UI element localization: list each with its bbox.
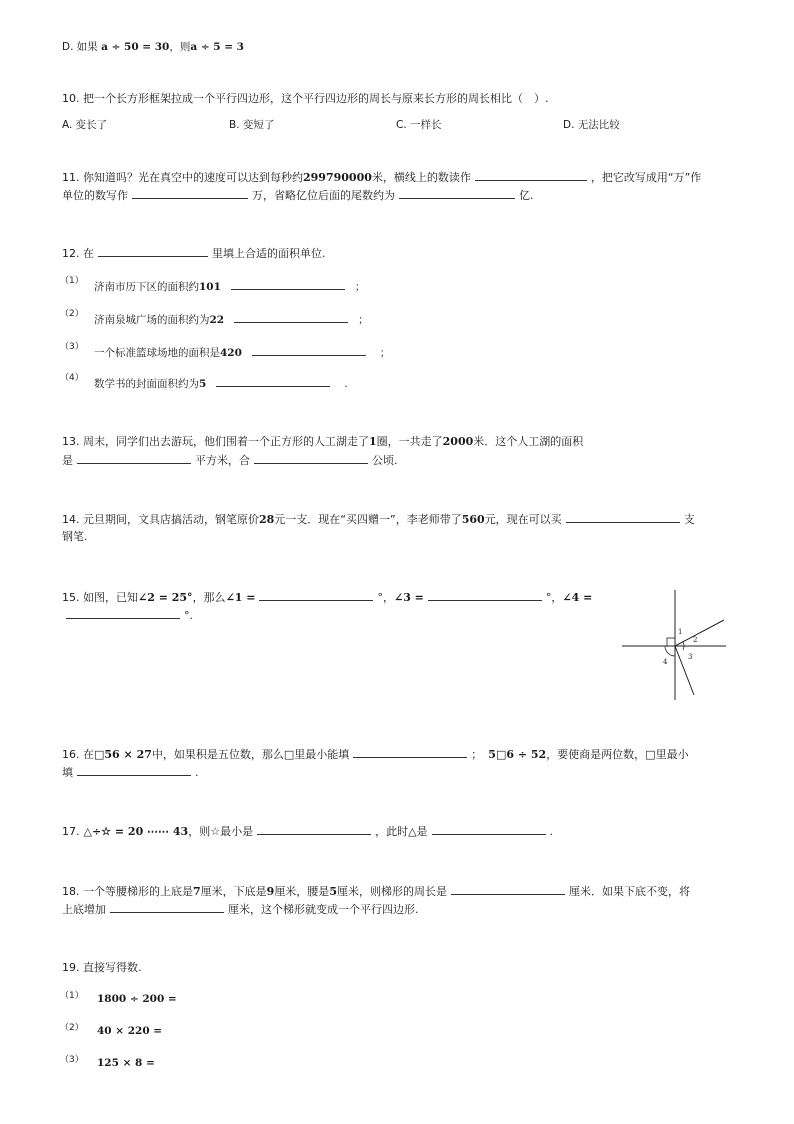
q10-option-a[interactable]: A. 变长了 xyxy=(62,119,108,131)
right-angle-mark xyxy=(667,638,675,646)
q12-item-number: （1） xyxy=(60,276,84,286)
q15-angle4: ∠4 = xyxy=(562,591,593,604)
q11-text: 亿. xyxy=(519,189,534,202)
q10-option-c[interactable]: C. 一样长 xyxy=(396,119,442,131)
q18-number: 9 xyxy=(266,885,275,898)
q12-item-3-blank[interactable] xyxy=(252,344,366,356)
q13-answer-blank-2[interactable] xyxy=(254,452,368,464)
angle-label-3: 3 xyxy=(688,653,693,661)
q16-answer-blank-1[interactable] xyxy=(353,746,467,758)
q12-item-4-blank[interactable] xyxy=(216,375,330,387)
q14-text: 元，现在可以买 xyxy=(484,513,562,526)
q12-item-1-blank[interactable] xyxy=(231,278,345,290)
q12-item-text: 济南市历下区的面积约 xyxy=(94,281,199,293)
q18-text: 上底增加 xyxy=(62,903,106,916)
q11-text: ，把它改写成用“万”作 xyxy=(590,171,702,184)
q12-item-number: （2） xyxy=(60,309,84,319)
q13-text: 13. 周末，同学们出去游玩，他们围着一个正方形的人工湖走了 xyxy=(62,435,369,448)
q11-text: 11. 你知道吗？光在真空中的速度可以达到每秒约 xyxy=(62,171,303,184)
q16-expr-2: 5□6 ÷ 52 xyxy=(488,748,547,761)
q14-text: 元一支．现在“买四赠一”，李老师带了 xyxy=(274,513,462,526)
q11-answer-blank-2[interactable] xyxy=(132,187,248,199)
q9-option-d-math2: a ÷ 5 = 3 xyxy=(190,41,244,53)
q19-item-2[interactable]: 40 × 220 = xyxy=(97,1025,163,1037)
q13-number: 2000 xyxy=(442,435,474,448)
q18-text: 厘米．如果下底不变，将 xyxy=(568,885,690,898)
q12-stem-blank xyxy=(98,245,208,257)
q16-line1 xyxy=(62,746,689,763)
q11-number: 299790000 xyxy=(303,171,372,184)
q19-item-1[interactable]: 1800 ÷ 200 = xyxy=(97,993,177,1005)
q15-line2 xyxy=(62,607,193,624)
q9-option-d-math: a ÷ 50 = 30 xyxy=(101,41,170,53)
q12-item-2-blank[interactable] xyxy=(234,311,348,323)
q12-item-value: 420 xyxy=(220,347,242,359)
q18-text: 厘米，腰是 xyxy=(274,885,330,898)
q17-expr: △÷☆ = 20 ⋯⋯ 43 xyxy=(83,825,189,838)
q15-angle3: ∠3 = xyxy=(393,591,424,604)
q13-line1 xyxy=(62,434,583,450)
q17-answer-blank-2[interactable] xyxy=(432,823,546,835)
q15-line1 xyxy=(62,589,592,606)
q18-line2 xyxy=(62,901,419,918)
q16-text: 16. 在 xyxy=(62,748,94,761)
q12-item-end: . xyxy=(344,378,348,390)
angle-label-4: 4 xyxy=(663,658,668,666)
angle-arc xyxy=(665,646,675,656)
q11-text: 万，省略亿位后面的尾数约为 xyxy=(252,189,395,202)
q19-item-3[interactable]: 125 × 8 = xyxy=(97,1057,155,1069)
q13-text: 平方米，合 xyxy=(195,454,250,467)
q18-answer-blank-1[interactable] xyxy=(451,883,565,895)
q14-text: 支 xyxy=(683,513,695,526)
q16-text: . xyxy=(195,766,199,779)
q15-text: °， xyxy=(377,591,394,604)
q18-number: 7 xyxy=(193,885,201,898)
angle-figure xyxy=(620,588,730,703)
q12-stem xyxy=(62,245,326,262)
q16-answer-blank-2[interactable] xyxy=(77,764,191,776)
q19-item-number: （3） xyxy=(60,1055,84,1065)
q16-text: ； xyxy=(471,748,483,761)
q10-option-b[interactable]: B. 变短了 xyxy=(229,119,275,131)
q11-text: 单位的数写作 xyxy=(62,189,128,202)
q12-prefix: 12. 在 xyxy=(62,247,94,260)
q9-option-d xyxy=(62,39,244,55)
q11-answer-blank-3[interactable] xyxy=(399,187,515,199)
q15-answer-blank-2[interactable] xyxy=(428,589,542,601)
q18-number: 5 xyxy=(329,885,337,898)
angle-label-2: 2 xyxy=(693,636,698,644)
q12-item-end: ； xyxy=(358,314,369,326)
q13-number: 1 xyxy=(369,435,377,448)
q11-text: 米，横线上的数读作 xyxy=(371,171,471,184)
q15-text: 15. 如图，已知 xyxy=(62,591,138,604)
q19-item-number: （2） xyxy=(60,1023,84,1033)
q14-line2: 钢笔. xyxy=(62,530,88,543)
q12-item-text: 济南泉城广场的面积约为 xyxy=(94,314,210,326)
q19-item-number: （1） xyxy=(60,991,84,1001)
q12-item-value: 101 xyxy=(199,281,221,293)
q12-item-text: 一个标准篮球场地的面积是 xyxy=(94,347,220,359)
q12-item-number: （4） xyxy=(60,373,84,383)
q10-option-d[interactable]: D. 无法比较 xyxy=(563,119,620,131)
q17-text: ，此时△是 xyxy=(375,825,428,838)
q16-text: 中，如果积是五位数，那么□里最小能填 xyxy=(151,748,350,761)
q12-item-end: ； xyxy=(379,347,391,359)
q9-option-d-mid: ，则 xyxy=(169,41,191,53)
q14-number: 28 xyxy=(259,513,275,526)
q11-answer-blank-1[interactable] xyxy=(475,169,587,181)
q13-text: 米．这个人工湖的面积 xyxy=(473,435,584,448)
q12-item-value: 5 xyxy=(199,378,207,390)
q17-text: ，则☆最小是 xyxy=(188,825,254,838)
q16-line2 xyxy=(62,764,199,781)
q17-line xyxy=(62,823,553,840)
q15-given: ∠2 = 25° xyxy=(138,591,193,604)
q18-text: 厘米，下底是 xyxy=(200,885,267,898)
q19-title: 19. 直接写得数. xyxy=(62,961,142,974)
q9-option-d-prefix: D. 如果 xyxy=(62,41,98,53)
q14-text: 14. 元旦期间，文具店搞活动，钢笔原价 xyxy=(62,513,259,526)
q12-item-number: （3） xyxy=(60,342,84,352)
angle-label-1: 1 xyxy=(678,628,683,636)
q13-line2 xyxy=(62,452,398,469)
q13-answer-blank-1[interactable] xyxy=(77,452,191,464)
q14-line1 xyxy=(62,511,695,528)
q16-text: 填 xyxy=(62,766,73,779)
q12-item-text: 数学书的封面面积约为 xyxy=(94,378,199,390)
q14-answer-blank[interactable] xyxy=(566,511,680,523)
q14-number: 560 xyxy=(461,513,485,526)
q15-answer-blank-3[interactable] xyxy=(66,607,180,619)
q12-item-value: 22 xyxy=(209,314,225,326)
q15-text: °， xyxy=(545,591,563,604)
q16-text: ，要使商是两位数，□里最小 xyxy=(546,748,689,761)
q12-suffix: 里填上合适的面积单位. xyxy=(212,247,326,260)
q13-text: 圈，一共走了 xyxy=(376,435,443,448)
q12-item-3 xyxy=(94,344,390,360)
q12-item-2 xyxy=(94,311,369,327)
q15-text: °. xyxy=(184,609,193,622)
q15-answer-blank-1[interactable] xyxy=(259,589,373,601)
q12-item-1 xyxy=(94,278,365,294)
q18-text: 18. 一个等腰梯形的上底是 xyxy=(62,885,193,898)
q18-text: 厘米，这个梯形就变成一个平行四边形. xyxy=(228,903,419,916)
q17-text: 17. xyxy=(62,825,80,838)
q13-text: 公顷. xyxy=(372,454,398,467)
q17-text: . xyxy=(549,825,554,838)
q12-item-4 xyxy=(94,375,348,391)
q15-angle1: ∠1 = xyxy=(225,591,256,604)
q18-answer-blank-2[interactable] xyxy=(110,901,224,913)
q13-text: 是 xyxy=(62,454,73,467)
q18-text: 厘米，则梯形的周长是 xyxy=(336,885,447,898)
q16-expr-1: □56 × 27 xyxy=(94,748,152,761)
q17-answer-blank-1[interactable] xyxy=(257,823,371,835)
q11-line2 xyxy=(62,187,534,204)
q18-line1 xyxy=(62,883,690,900)
q11-line1 xyxy=(62,169,701,186)
q10-stem: 10. 把一个长方形框架拉成一个平行四边形，这个平行四边形的周长与原来长方形的周长相比（ ）. xyxy=(62,92,549,105)
q12-item-end: ； xyxy=(354,281,366,293)
q15-text: ，那么 xyxy=(192,591,226,604)
